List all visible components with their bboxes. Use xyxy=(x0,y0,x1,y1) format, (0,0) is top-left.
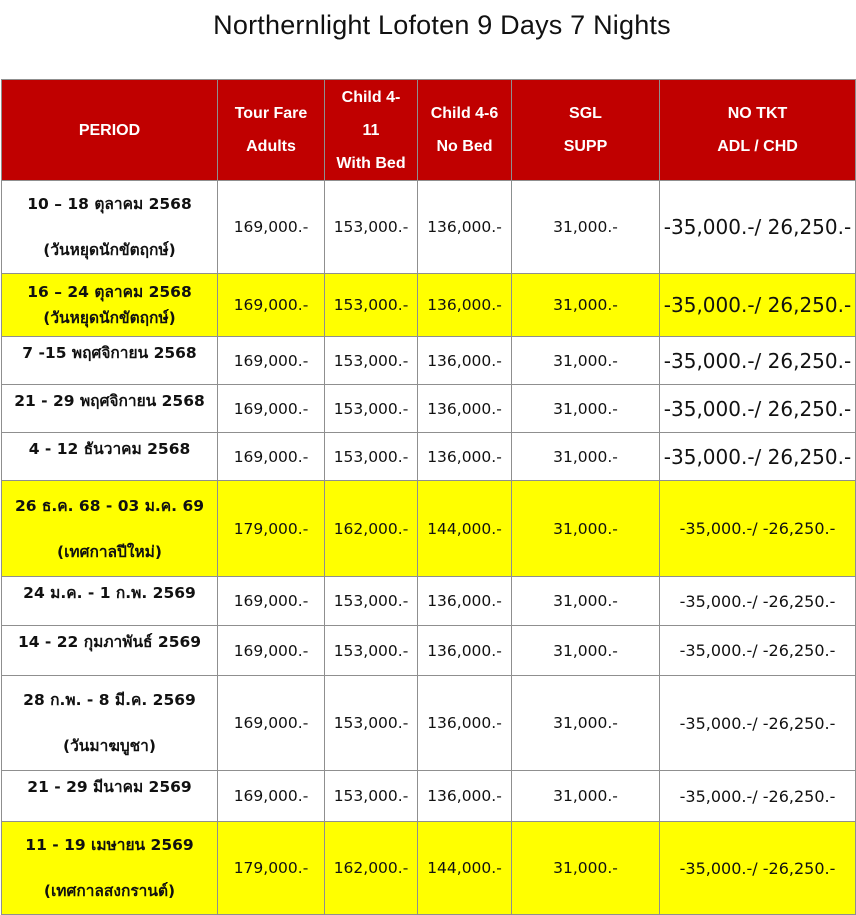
child-bed-fare-cell: 153,000.- xyxy=(325,771,418,822)
child-nobed-fare-cell: 136,000.- xyxy=(418,626,512,676)
no-ticket-cell: -35,000.-/ 26,250.- xyxy=(660,337,856,385)
period-cell: 21 - 29 มีนาคม 2569 xyxy=(2,771,218,822)
child-bed-fare-cell: 162,000.- xyxy=(325,481,418,577)
period-cell: 21 - 29 พฤศจิกายน 2568 xyxy=(2,385,218,433)
single-supplement-cell: 31,000.- xyxy=(512,481,660,577)
child-bed-fare-cell: 153,000.- xyxy=(325,676,418,771)
header-child-no-bed: Child 4-6 No Bed xyxy=(418,80,512,181)
child-nobed-fare-cell: 136,000.- xyxy=(418,676,512,771)
child-nobed-fare-cell: 136,000.- xyxy=(418,433,512,481)
adult-fare-cell: 169,000.- xyxy=(218,433,325,481)
period-cell: 7 -15 พฤศจิกายน 2568 xyxy=(2,337,218,385)
no-ticket-cell: -35,000.-/ 26,250.- xyxy=(660,274,856,337)
table-row xyxy=(2,577,856,626)
child-bed-fare-cell: 153,000.- xyxy=(325,433,418,481)
child-nobed-fare-cell: 136,000.- xyxy=(418,577,512,626)
table-row xyxy=(2,337,856,385)
child-bed-fare-cell: 153,000.- xyxy=(325,274,418,337)
child-nobed-fare-cell: 136,000.- xyxy=(418,771,512,822)
no-ticket-cell: -35,000.-/ -26,250.- xyxy=(660,481,856,577)
adult-fare-cell: 169,000.- xyxy=(218,274,325,337)
header-tour-fare-adults: Tour Fare Adults xyxy=(218,80,325,181)
header-child-with-bed: Child 4- 11 With Bed xyxy=(325,80,418,181)
period-cell: 11 - 19 เมษายน 2569 (เทศกาลสงกรานต์) xyxy=(2,822,218,915)
single-supplement-cell: 31,000.- xyxy=(512,433,660,481)
adult-fare-cell: 169,000.- xyxy=(218,771,325,822)
page-title: Northernlight Lofoten 9 Days 7 Nights xyxy=(213,10,671,40)
adult-fare-cell: 169,000.- xyxy=(218,676,325,771)
table-row xyxy=(2,626,856,676)
adult-fare-cell: 169,000.- xyxy=(218,181,325,274)
child-bed-fare-cell: 153,000.- xyxy=(325,337,418,385)
child-nobed-fare-cell: 136,000.- xyxy=(418,274,512,337)
period-cell: 4 - 12 ธันวาคม 2568 xyxy=(2,433,218,481)
single-supplement-cell: 31,000.- xyxy=(512,337,660,385)
single-supplement-cell: 31,000.- xyxy=(512,274,660,337)
period-cell: 10 – 18 ตุลาคม 2568 (วันหยุดนักขัตฤกษ์) xyxy=(2,181,218,274)
adult-fare-cell: 169,000.- xyxy=(218,385,325,433)
header-period: PERIOD xyxy=(2,80,218,181)
no-ticket-cell: -35,000.-/ -26,250.- xyxy=(660,676,856,771)
no-ticket-cell: -35,000.-/ -26,250.- xyxy=(660,822,856,915)
adult-fare-cell: 169,000.- xyxy=(218,337,325,385)
period-cell: 26 ธ.ค. 68 - 03 ม.ค. 69 (เทศกาลปีใหม่) xyxy=(2,481,218,577)
tour-fare-table xyxy=(1,79,856,915)
table-row xyxy=(2,676,856,771)
single-supplement-cell: 31,000.- xyxy=(512,577,660,626)
child-bed-fare-cell: 153,000.- xyxy=(325,385,418,433)
no-ticket-cell: -35,000.-/ -26,250.- xyxy=(660,771,856,822)
single-supplement-cell: 31,000.- xyxy=(512,626,660,676)
no-ticket-cell: -35,000.-/ -26,250.- xyxy=(660,626,856,676)
table-row xyxy=(2,771,856,822)
table-row xyxy=(2,481,856,577)
single-supplement-cell: 31,000.- xyxy=(512,676,660,771)
header-no-ticket: NO TKT ADL / CHD xyxy=(660,80,856,181)
child-bed-fare-cell: 162,000.- xyxy=(325,822,418,915)
child-nobed-fare-cell: 136,000.- xyxy=(418,181,512,274)
child-bed-fare-cell: 153,000.- xyxy=(325,181,418,274)
table-header-row xyxy=(2,80,856,181)
table-row xyxy=(2,385,856,433)
table-row xyxy=(2,181,856,274)
header-sgl-supp: SGL SUPP xyxy=(512,80,660,181)
single-supplement-cell: 31,000.- xyxy=(512,771,660,822)
adult-fare-cell: 169,000.- xyxy=(218,577,325,626)
no-ticket-cell: -35,000.-/ 26,250.- xyxy=(660,433,856,481)
period-cell: 14 - 22 กุมภาพันธ์ 2569 xyxy=(2,626,218,676)
no-ticket-cell: -35,000.-/ -26,250.- xyxy=(660,577,856,626)
single-supplement-cell: 31,000.- xyxy=(512,181,660,274)
adult-fare-cell: 179,000.- xyxy=(218,481,325,577)
child-nobed-fare-cell: 144,000.- xyxy=(418,822,512,915)
table-row xyxy=(2,274,856,337)
child-bed-fare-cell: 153,000.- xyxy=(325,626,418,676)
adult-fare-cell: 169,000.- xyxy=(218,626,325,676)
child-nobed-fare-cell: 136,000.- xyxy=(418,337,512,385)
table-row xyxy=(2,433,856,481)
table-row xyxy=(2,822,856,915)
child-nobed-fare-cell: 136,000.- xyxy=(418,385,512,433)
single-supplement-cell: 31,000.- xyxy=(512,385,660,433)
adult-fare-cell: 179,000.- xyxy=(218,822,325,915)
no-ticket-cell: -35,000.-/ 26,250.- xyxy=(660,385,856,433)
single-supplement-cell: 31,000.- xyxy=(512,822,660,915)
child-bed-fare-cell: 153,000.- xyxy=(325,577,418,626)
child-nobed-fare-cell: 144,000.- xyxy=(418,481,512,577)
period-cell: 16 – 24 ตุลาคม 2568 (วันหยุดนักขัตฤกษ์) xyxy=(2,274,218,337)
period-cell: 24 ม.ค. - 1 ก.พ. 2569 xyxy=(2,577,218,626)
period-cell: 28 ก.พ. - 8 มี.ค. 2569 (วันมาฆบูชา) xyxy=(2,676,218,771)
no-ticket-cell: -35,000.-/ 26,250.- xyxy=(660,181,856,274)
